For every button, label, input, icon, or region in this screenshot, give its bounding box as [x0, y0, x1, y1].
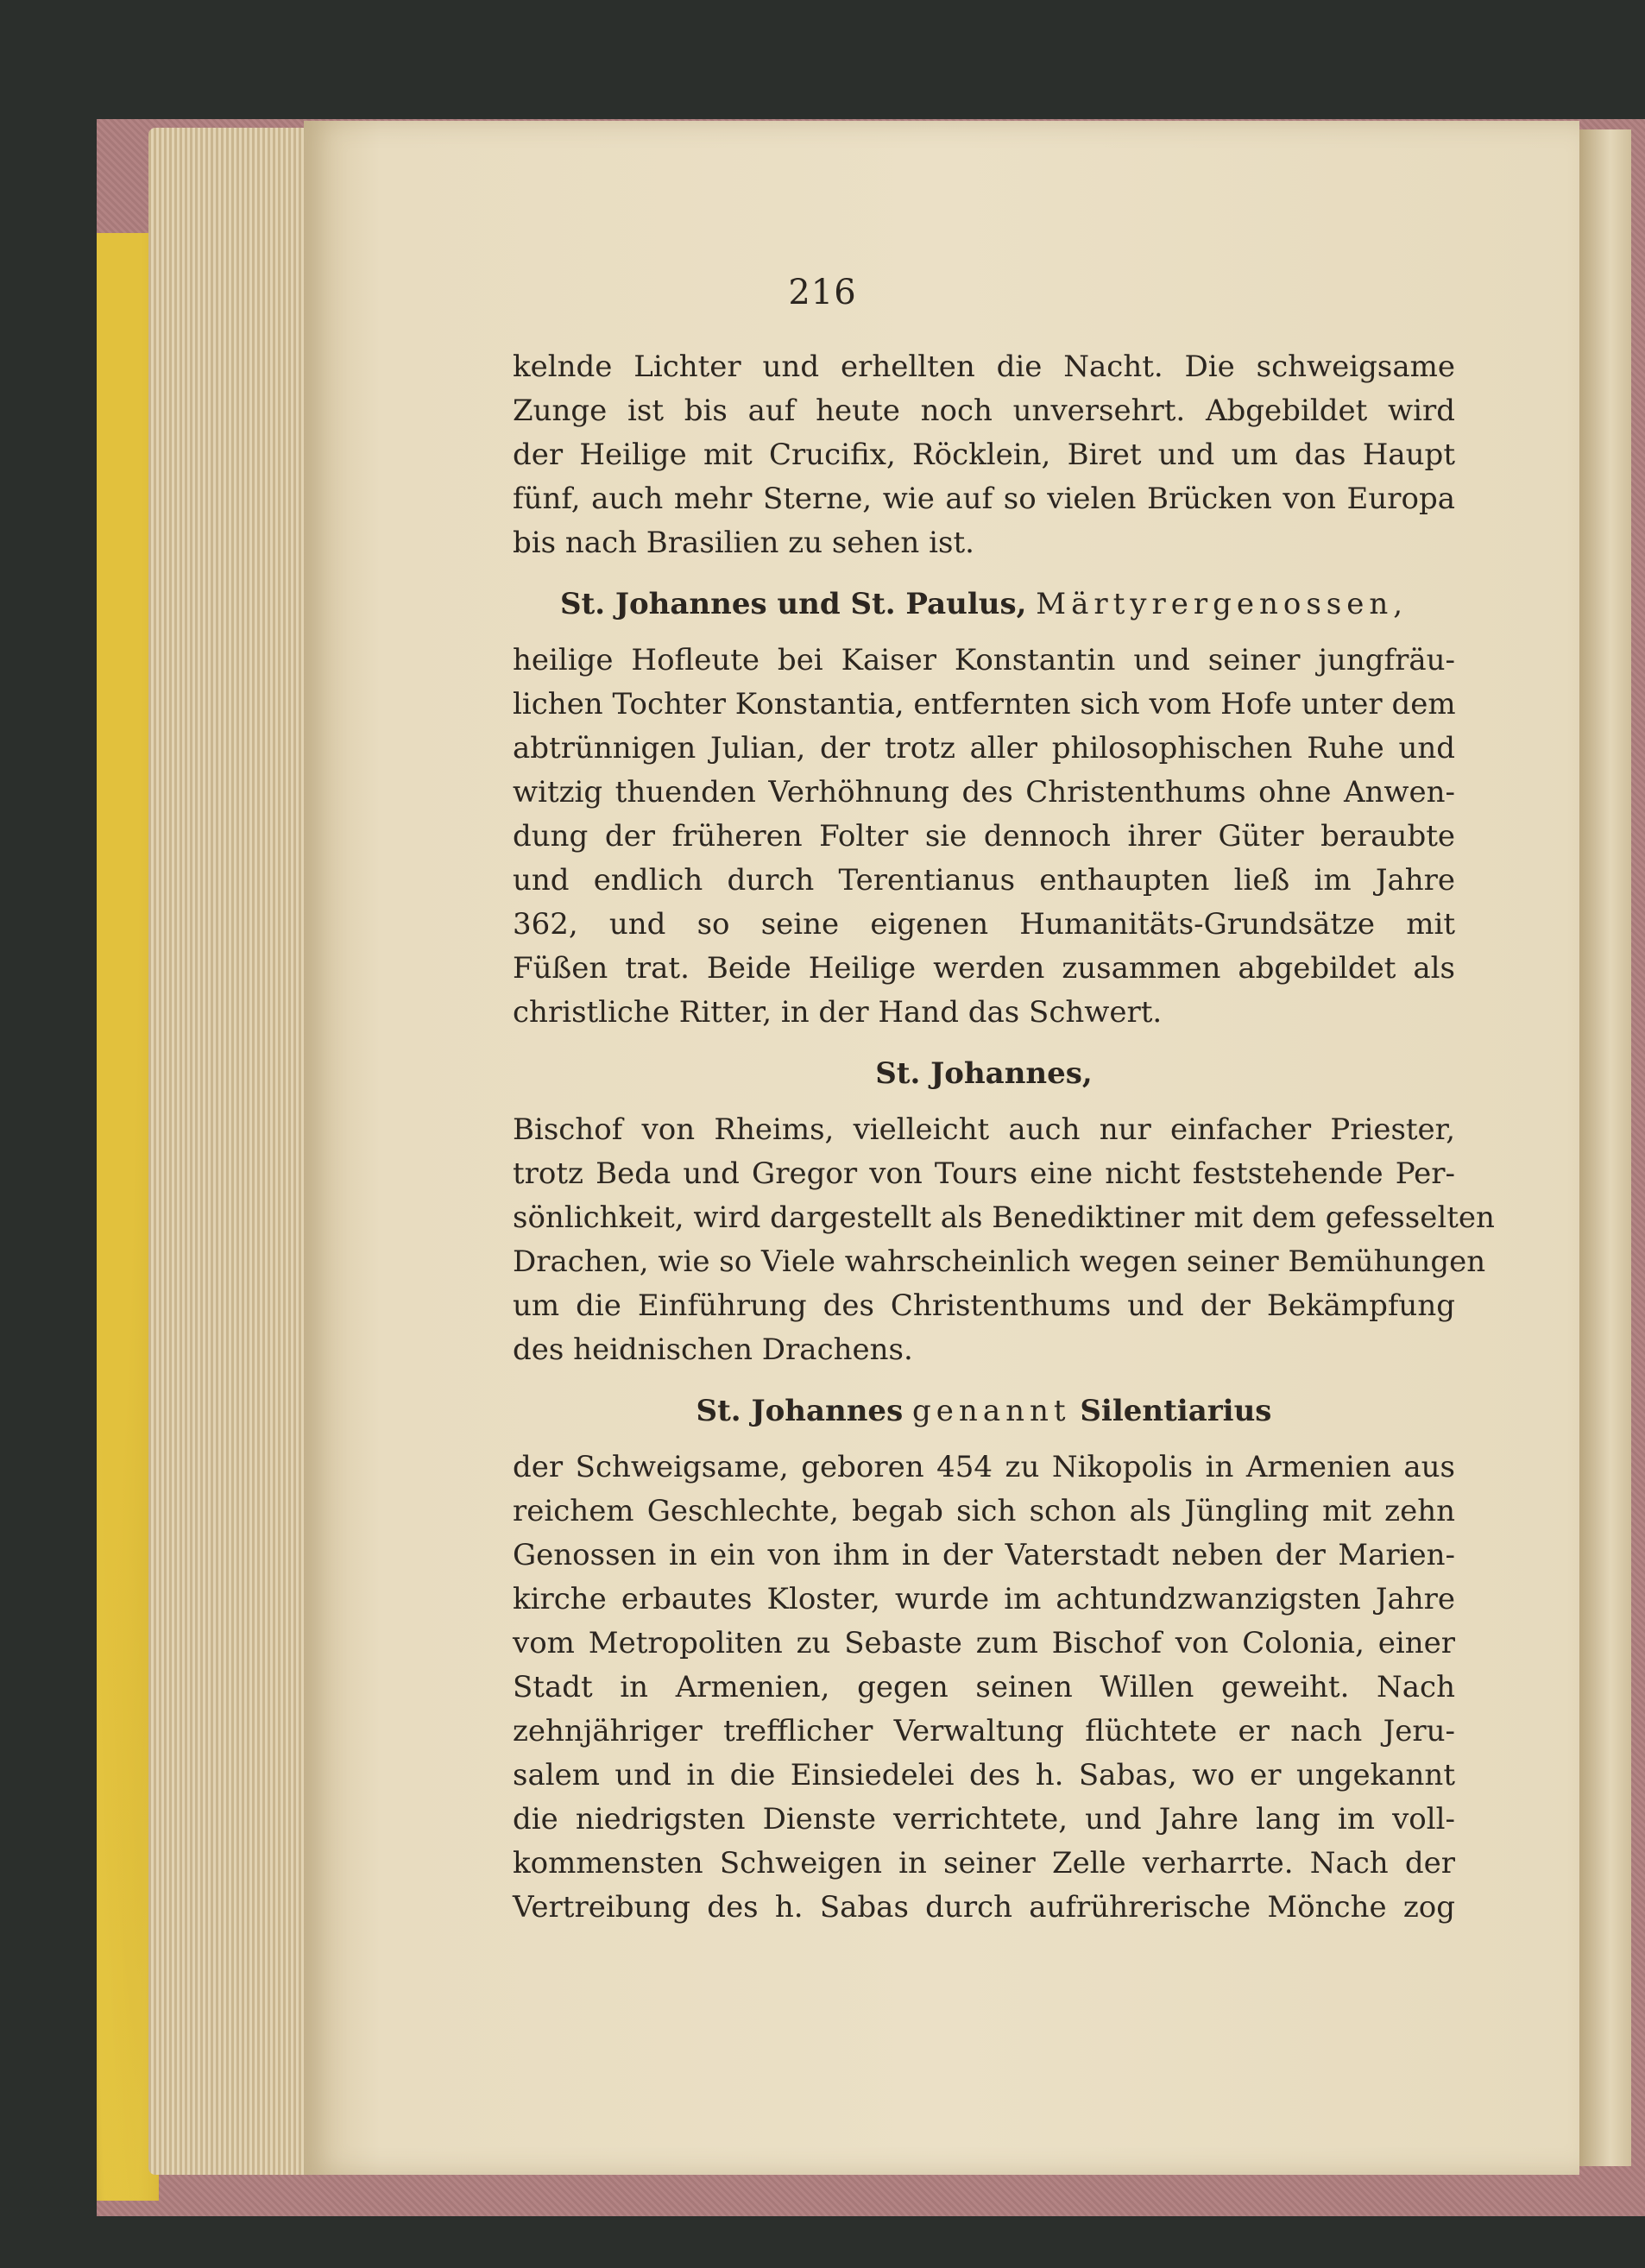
text-line: salem und in die Einsiedelei des h. Sabas, wo er ungekannt [513, 1758, 1455, 1792]
text-line: sönlichkeit, wird dargestellt als Benediktiner mit dem gefesselten [513, 1200, 1495, 1235]
section-heading-silentiarius [513, 1389, 1455, 1433]
text-line: Stadt in Armenien, gegen seinen Willen geweiht. Nach [513, 1670, 1455, 1704]
heading-epithet: Silentiarius [1080, 1394, 1272, 1428]
text-line: dung der früheren Folter sie dennoch ihrer Güter beraubte [513, 819, 1455, 854]
text-line: vom Metropoliten zu Sebaste zum Bischof von Colonia, einer [513, 1626, 1455, 1660]
heading-connector: genannt [912, 1394, 1071, 1428]
text-line: kirche erbautes Kloster, wurde im achtundzwanzigsten Jahre [513, 1582, 1455, 1616]
page-text [513, 345, 1495, 1930]
text-line: Zunge ist bis auf heute noch unversehrt. Abgebildet wird [513, 394, 1455, 428]
text-line: Drachen, wie so Viele wahrscheinlich wegen seiner Bemühungen [513, 1244, 1486, 1279]
text-line: christliche Ritter, in der Hand das Schwert. [513, 995, 1163, 1030]
text-line: fünf, auch mehr Sterne, wie auf so vielen Brücken von Europa [513, 482, 1455, 516]
text-line: bis nach Brasilien zu sehen ist. [513, 526, 974, 560]
text-line: kommensten Schweigen in seiner Zelle verharrte. Nach der [513, 1846, 1455, 1881]
text-line: der Heilige mit Crucifix, Röcklein, Biret und um das Haupt [513, 438, 1455, 472]
page-number: 216 [788, 273, 857, 312]
text-line: witzig thuenden Verhöhnung des Christenthums ohne Anwen- [513, 775, 1455, 810]
text-line: zehnjähriger trefflicher Verwaltung flüchtete er nach Jeru- [513, 1714, 1455, 1748]
text-line: reichem Geschlechte, begab sich schon als Jüngling mit zehn [513, 1494, 1455, 1528]
text-line: um die Einführung des Christenthums und der Bekämpfung [513, 1288, 1455, 1323]
heading-name: St. Johannes und St. Paulus, [559, 587, 1027, 621]
text-line: und endlich durch Terentianus enthaupten ließ im Jahre [513, 863, 1455, 898]
text-line: Vertreibung des h. Sabas durch aufrührerische Mönche zog [513, 1890, 1455, 1925]
facing-page-edge [1579, 129, 1631, 2166]
paragraph-1 [513, 345, 1455, 565]
text-line: die niedrigsten Dienste verrichtete, und Jahre lang im voll- [513, 1802, 1455, 1836]
paragraph-4 [513, 1446, 1455, 1930]
text-line: abtrünnigen Julian, der trotz aller philosophischen Ruhe und [513, 731, 1455, 765]
text-line: kelnde Lichter und erhellten die Nacht. Die schweigsame [513, 350, 1455, 384]
section-heading-johannes-paulus [513, 583, 1455, 627]
section-heading-johannes: St. Johannes, [875, 1056, 1093, 1091]
page-edges [148, 128, 312, 2175]
text-line: des heidnischen Drachens. [513, 1332, 913, 1367]
paragraph-3 [513, 1108, 1495, 1372]
text-line: lichen Tochter Konstantia, entfernten sich vom Hofe unter dem [513, 687, 1456, 721]
heading-epithet: Märtyrergenossen, [1036, 587, 1409, 621]
paragraph-2 [513, 639, 1455, 1035]
text-line: Bischof von Rheims, vielleicht auch nur einfacher Priester, [513, 1112, 1455, 1147]
heading-name: St. Johannes [696, 1394, 904, 1428]
text-line: Genossen in ein von ihm in der Vaterstadt neben der Marien- [513, 1538, 1455, 1572]
text-line: trotz Beda und Gregor von Tours eine nicht feststehende Per- [513, 1156, 1455, 1191]
text-line: Füßen trat. Beide Heilige werden zusammen abgebildet als [513, 951, 1455, 986]
text-line: heilige Hofleute bei Kaiser Konstantin und seiner jungfräu- [513, 643, 1455, 677]
text-line: 362, und so seine eigenen Humanitäts-Grundsätze mit [513, 907, 1455, 942]
text-line: der Schweigsame, geboren 454 zu Nikopolis in Armenien aus [513, 1450, 1455, 1484]
